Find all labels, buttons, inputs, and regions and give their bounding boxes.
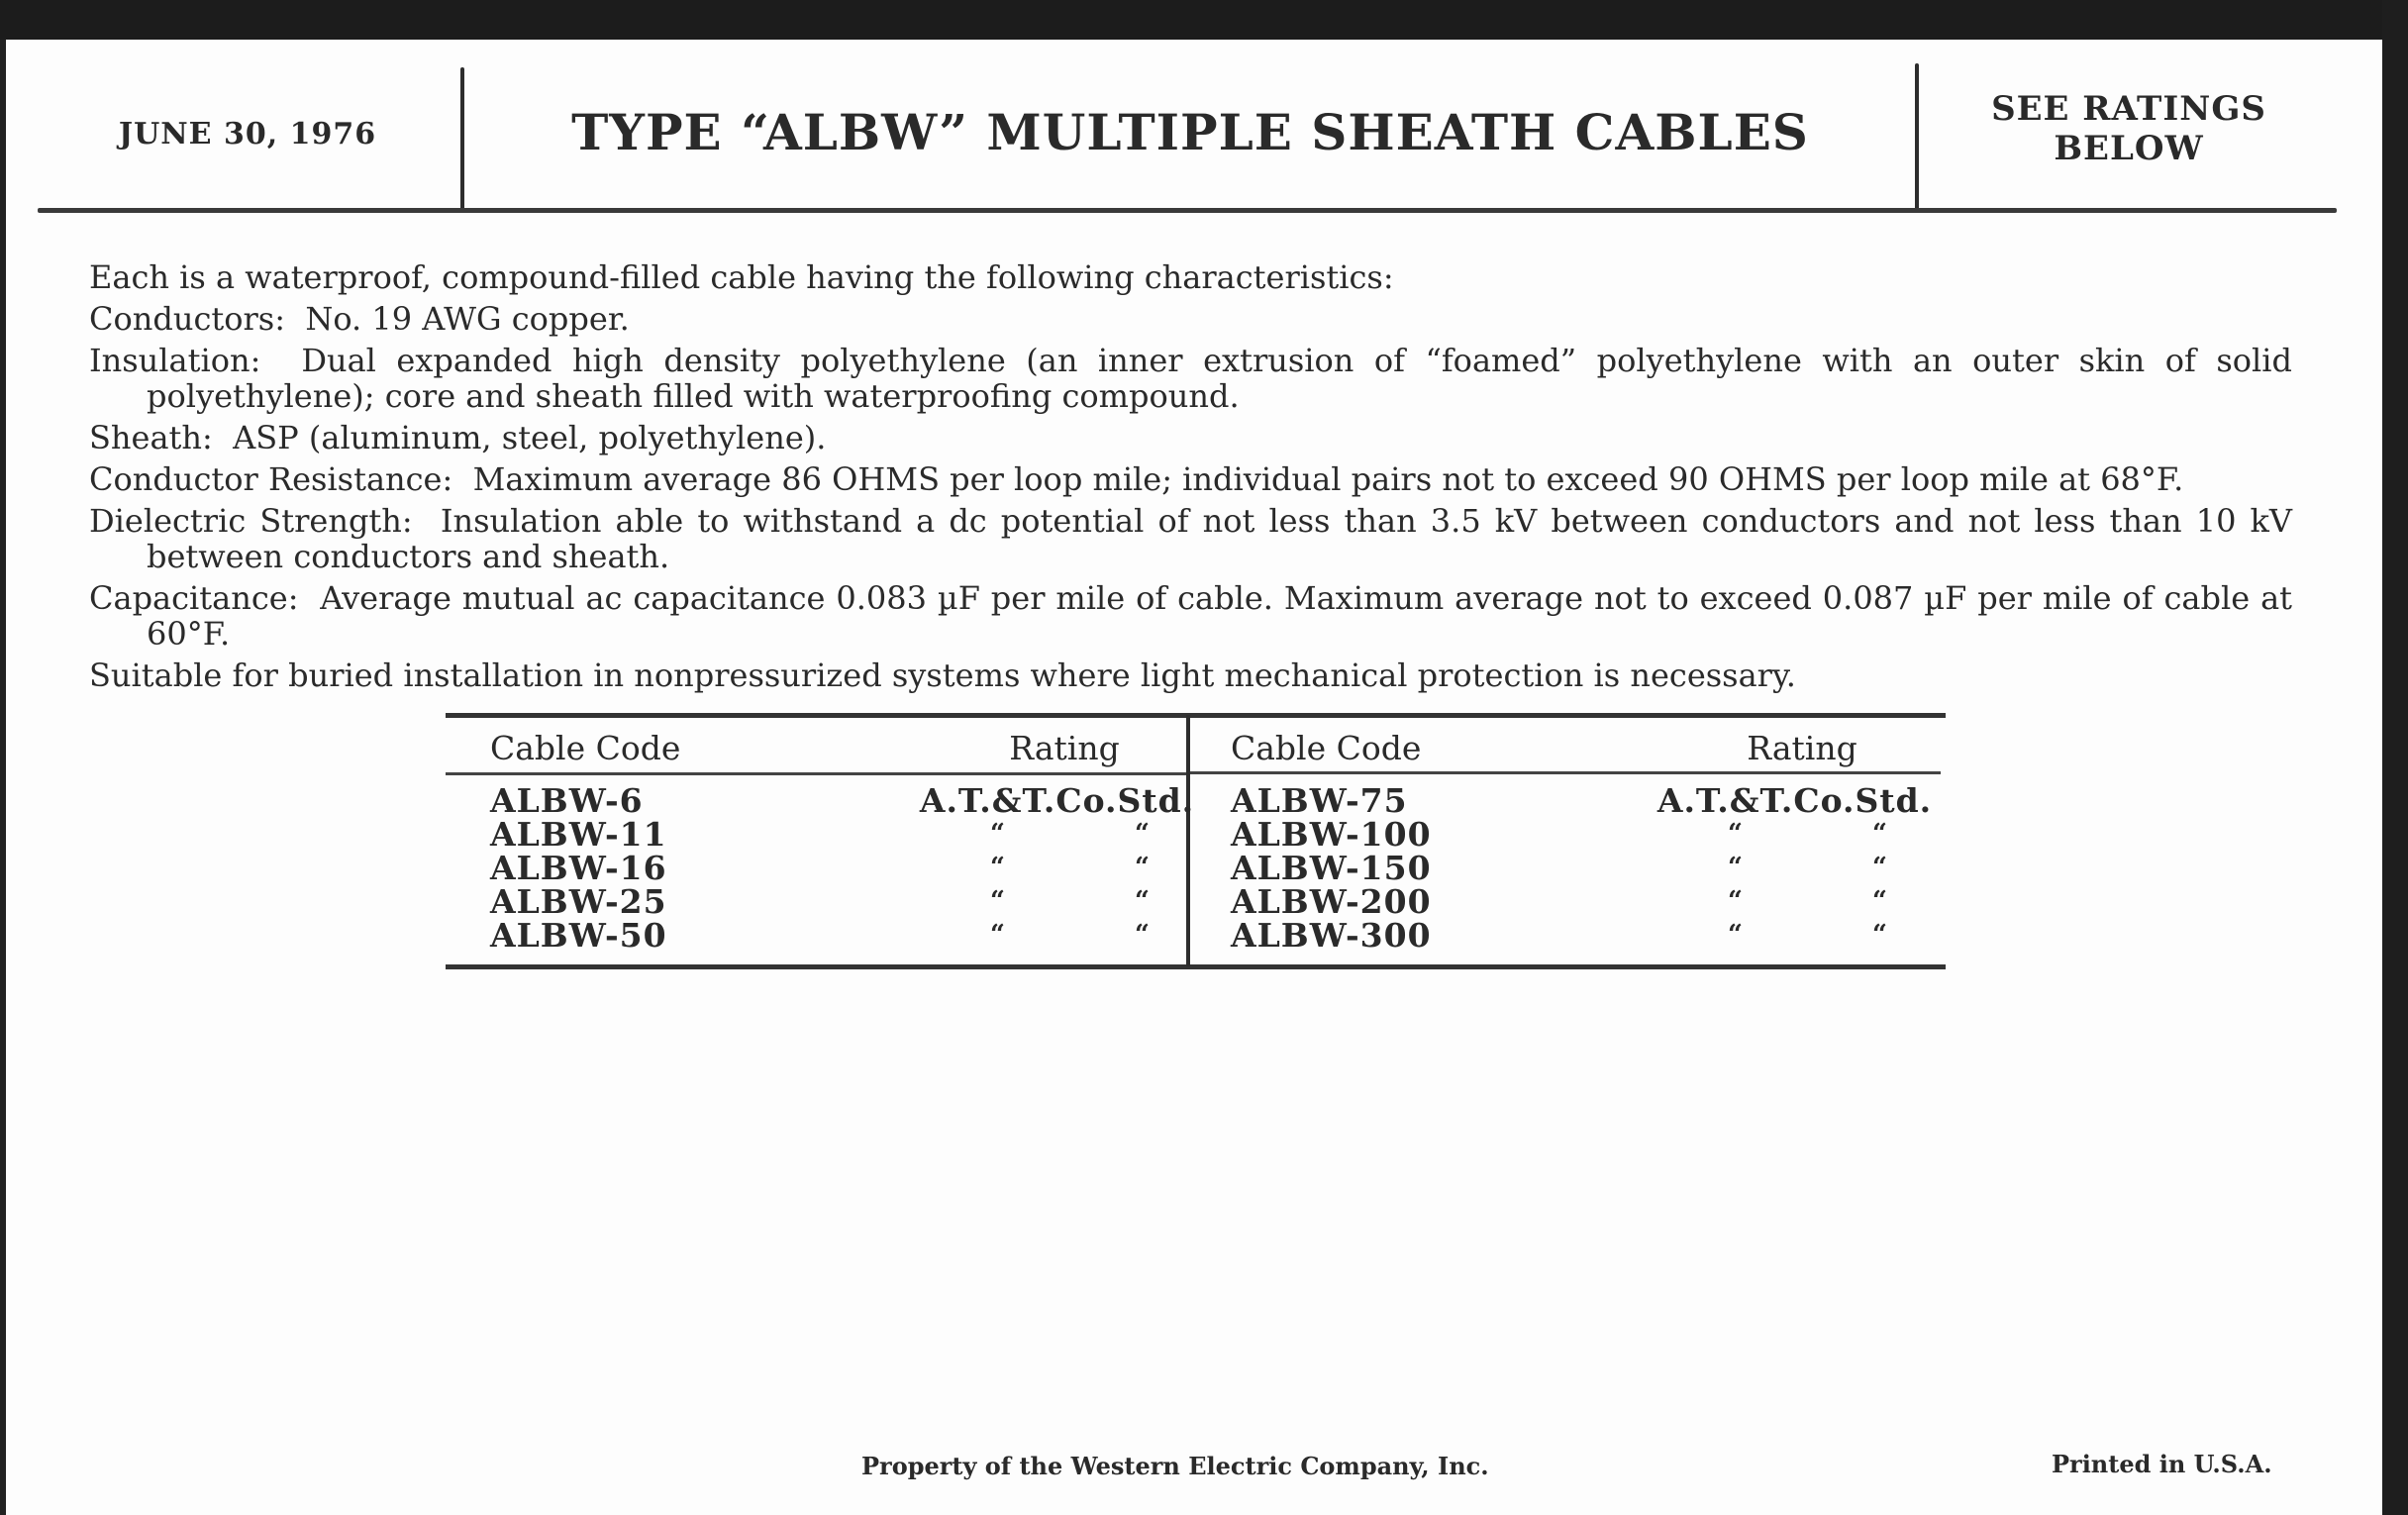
cable-code-cell: ALBW-300 [1231,916,1432,955]
spec-text: Dual expanded high density polyethylene (an inner extrusion of “foamed” polyethylene with an outer skin of solid polyethylene); core and sheath filled with waterproofing compound. [147,342,2293,415]
spec-conductor-resistance [89,461,2292,497]
ditto-mark-cell [906,818,1208,852]
ratings-line-2: BELOW [2054,129,2204,168]
ditto-mark: “ [1872,886,1888,916]
ratings-right [1644,781,1946,953]
ditto-mark: “ [1135,853,1151,882]
rating-cell: A.T.&T.Co.Std. [919,781,1195,820]
spec-dielectric-strength [89,503,2292,574]
cable-code-cell: ALBW-50 [490,916,667,955]
ratings-left [906,781,1208,953]
ditto-mark: “ [1728,920,1744,950]
table-header-rule-left [446,772,1186,775]
table-bottom-rule [446,964,1946,969]
cable-code-cell: ALBW-75 [1231,781,1408,820]
spec-label: Conductors: [89,300,285,338]
spec-label: Insulation: [89,342,261,379]
rating-cell: A.T.&T.Co.Std. [1656,781,1933,820]
table-top-rule [446,713,1946,718]
ditto-mark: “ [1872,819,1888,849]
ditto-mark: “ [990,886,1006,916]
ditto-mark: “ [1728,853,1744,882]
spec-label: Capacitance: [89,579,299,617]
ditto-mark-cell [906,885,1208,919]
header-divider-left [460,67,464,212]
ditto-mark-cell [906,919,1208,953]
spec-capacitance [89,580,2292,652]
ditto-mark: “ [990,819,1006,849]
footer-property: Property of the Western Electric Company, Inc. [861,1452,1489,1480]
spec-conductors [89,301,2292,337]
spec-label: Dielectric Strength: [89,502,413,540]
cable-code-cell: ALBW-6 [490,781,644,820]
ditto-mark: “ [1135,920,1151,950]
column-header-cable-code-left: Cable Code [490,729,681,767]
spec-text: No. 19 AWG copper. [305,300,630,338]
table-header-rule-right [1190,771,1941,774]
cable-ratings-table [446,713,1946,970]
closing-text: Suitable for buried installation in nonpressurized systems where light mechanical protection is necessary. [89,656,1796,694]
ditto-mark-cell [1644,818,1946,852]
intro-text: Each is a waterproof, compound-filled cable having the following characteristics: [89,258,1394,296]
ditto-mark: “ [990,920,1006,950]
cable-code-cell: ALBW-16 [490,849,667,887]
characteristics-section [89,259,2292,699]
cable-code-cell: ALBW-100 [1231,815,1432,854]
ditto-mark: “ [1728,819,1744,849]
cable-code-cell: ALBW-11 [490,815,667,854]
column-header-rating-right: Rating [1747,729,1857,767]
cable-codes-left [490,781,667,955]
ditto-mark: “ [1135,819,1151,849]
spec-text: Insulation able to withstand a dc potential of not less than 3.5 kV between conductors and not less than 10 kV between conductors and sheath. [147,502,2293,575]
header-divider-right [1915,63,1919,210]
ditto-mark: “ [1728,886,1744,916]
ditto-mark: “ [1872,920,1888,950]
header-rule [38,208,2337,213]
cable-code-cell: ALBW-25 [490,882,667,921]
cable-codes-right [1231,781,1432,955]
column-header-cable-code-right: Cable Code [1231,729,1422,767]
scan-edge-right [2382,0,2408,1515]
ditto-mark-cell [1644,885,1946,919]
header-date: JUNE 30, 1976 [118,117,377,152]
cable-code-cell: ALBW-150 [1231,849,1432,887]
ratings-line-1: SEE RATINGS [1991,89,2266,129]
header-ratings-note [1921,89,2337,168]
spec-text: ASP (aluminum, steel, polyethylene). [233,419,827,456]
spec-label: Sheath: [89,419,213,456]
ditto-mark: “ [1872,853,1888,882]
footer-printed: Printed in U.S.A. [2052,1450,2272,1478]
ditto-mark-cell [1644,919,1946,953]
cable-code-cell: ALBW-200 [1231,882,1432,921]
ditto-mark: “ [1135,886,1151,916]
ditto-mark-cell [1644,852,1946,885]
spec-text: Maximum average 86 OHMS per loop mile; individual pairs not to exceed 90 OHMS per loop mile at 68°F. [472,460,2184,498]
spec-label: Conductor Resistance: [89,460,453,498]
ditto-mark-cell [906,852,1208,885]
spec-text: Average mutual ac capacitance 0.083 µF per mile of cable. Maximum average not to exceed 0.087 µF per mile of cable at 60°F. [147,579,2293,653]
spec-insulation [89,343,2292,414]
spec-sheath [89,420,2292,455]
ditto-mark: “ [990,853,1006,882]
column-header-rating-left: Rating [1009,729,1120,767]
page-title: TYPE “ALBW” MULTIPLE SHEATH CABLES [571,103,1809,161]
